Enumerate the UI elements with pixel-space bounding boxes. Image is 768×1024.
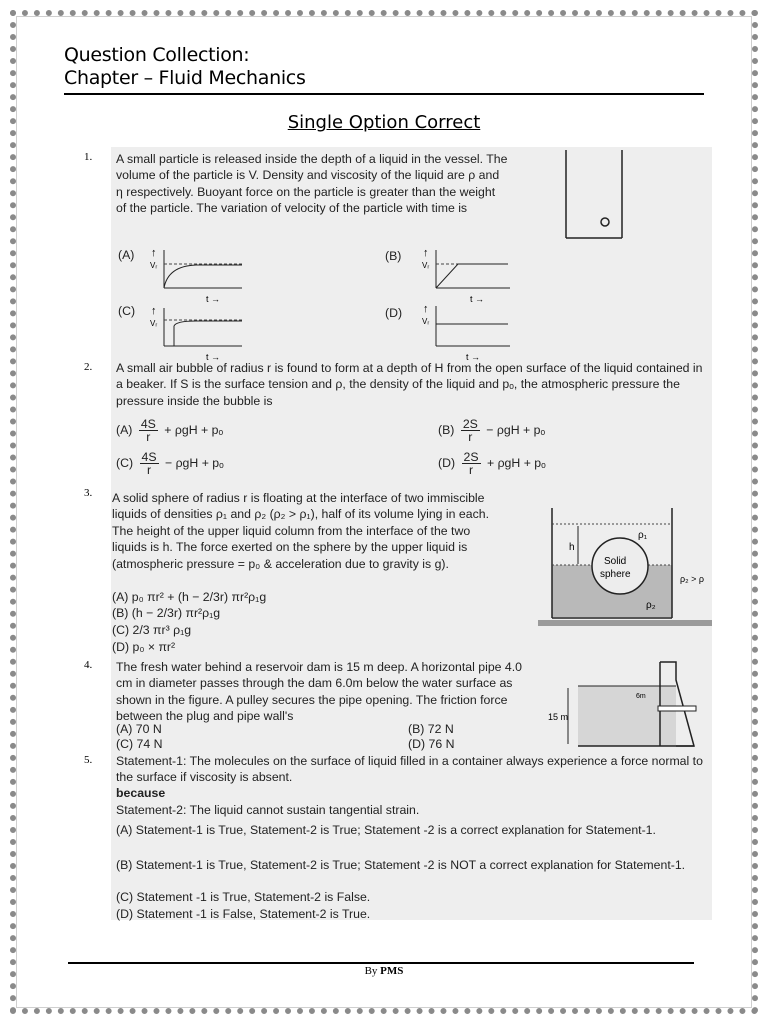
- q2-option-a-den: r: [146, 430, 151, 444]
- q1-a-arrow: ↑: [151, 247, 157, 259]
- q4-option-d: (D) 76 N: [408, 737, 455, 751]
- q1-vessel-figure: [564, 150, 624, 245]
- footer-author: PMS: [380, 965, 404, 977]
- q1-option-a-label: (A): [118, 248, 135, 262]
- footer: [0, 965, 768, 977]
- q1-option-c-label: (C): [118, 304, 136, 318]
- q5-option-c: (C) Statement -1 is True, Statement-2 is False.: [116, 890, 371, 904]
- q1-b-y-label: Vᵣ: [422, 261, 430, 270]
- q3-fig-side: ρ₂ > ρ: [680, 574, 704, 584]
- q1-option-a-graph: [146, 244, 250, 306]
- q1-a-x-label: t →: [206, 294, 221, 304]
- q3-fig-sphere-1: Solid: [604, 556, 627, 567]
- q1-d-x-label: t →: [466, 352, 481, 362]
- q2-option-a-rest: + ρgH + pₒ: [164, 422, 224, 437]
- q3-fig-rho2: ρ₂: [646, 600, 656, 611]
- question-1-number: 1.: [84, 151, 93, 163]
- q3-fig-h: h: [569, 542, 575, 553]
- q5-option-a: (A) Statement-1 is True, Statement-2 is True; Statement -2 is a correct explanation for Statement-1.: [116, 823, 656, 837]
- q5-option-b: (B) Statement-1 is True, Statement-2 is True; Statement -2 is NOT a correct explanation for Statement-1.: [116, 858, 686, 872]
- question-5-number: 5.: [84, 754, 93, 766]
- q2-option-d-num: 2S: [463, 450, 479, 464]
- q4-option-b: (B) 72 N: [408, 722, 454, 736]
- q2-option-c-label: (C): [116, 455, 134, 470]
- q1-d-y-label: Vᵣ: [422, 317, 430, 326]
- q1-a-y-label: Vᵣ: [150, 261, 158, 270]
- q2-option-b-den: r: [468, 430, 473, 444]
- q2-option-c-num: 4S: [141, 450, 157, 464]
- header-chapter: Chapter – Fluid Mechanics: [64, 67, 306, 89]
- q3-sphere-figure: [538, 508, 712, 626]
- q1-c-arrow: ↑: [151, 305, 157, 317]
- q1-option-d-graph: [418, 300, 522, 362]
- q2-option-d-fraction: [462, 451, 481, 476]
- q1-option-d-label: (D): [385, 306, 403, 320]
- q2-option-d-den: r: [468, 463, 474, 477]
- section-title: Single Option Correct: [287, 112, 481, 133]
- q4-option-a: (A) 70 N: [116, 722, 162, 736]
- q1-b-arrow: ↑: [423, 247, 429, 259]
- question-2-number: 2.: [84, 361, 93, 373]
- question-1-text: A small particle is released inside the depth of a liquid in the vessel. The volume of the particle is V. Density and viscosity of the liquid are ρ and η respectively. Buoyant force on the particle is greater than the weight of the particle. The variation of velocity of the particle with time is: [116, 152, 508, 216]
- footer-rule: [68, 962, 694, 964]
- q2-option-b: [438, 418, 545, 443]
- q2-option-a-label: (A): [116, 422, 133, 437]
- q4-option-c: (C) 74 N: [116, 737, 163, 751]
- q2-option-c-den: r: [146, 463, 152, 477]
- q3-option-c: (C) 2/3 πr³ ρ₁g: [112, 623, 192, 637]
- q3-option-b: (B) (h − 2/3r) πr²ρ₁g: [112, 606, 221, 620]
- q5-option-d: (D) Statement -1 is False, Statement-2 is True.: [116, 907, 371, 921]
- q2-option-c-rest: − ρgH + pₒ: [164, 455, 224, 470]
- footer-by: By: [364, 965, 378, 977]
- q3-option-d: (D) p₀ × πr²: [112, 640, 176, 654]
- q1-c-y-label: Vᵣ: [150, 319, 158, 328]
- q2-option-d-label: (D): [438, 455, 456, 470]
- q1-b-x-label: t →: [470, 294, 485, 304]
- q2-option-b-label: (B): [438, 422, 455, 437]
- q2-option-d: [438, 451, 546, 476]
- question-2-text: A small air bubble of radius r is found to form at a depth of H from the open surface of the liquid contained in a beaker. If S is the surface tension and ρ, the density of the liquid and pₒ, the atmospheric pressure the pressure inside the bubble is: [116, 361, 703, 408]
- q4-fig-pipe: 6m: [636, 693, 646, 700]
- q1-option-b-graph: [418, 244, 522, 306]
- q2-option-a-num: 4S: [140, 417, 156, 431]
- q4-fig-depth: 15 m: [548, 712, 569, 722]
- q2-option-b-rest: − ρgH + pₒ: [486, 422, 546, 437]
- q1-option-b-label: (B): [385, 249, 402, 263]
- q1-option-c-graph: [146, 302, 250, 364]
- q3-option-a: (A) p₀ πr² + (h − 2/3r) πr²ρ₁g: [112, 590, 267, 604]
- q2-option-c: [116, 451, 224, 476]
- q2-option-a-fraction: [139, 418, 158, 443]
- q3-fig-sphere-2: sphere: [600, 569, 631, 580]
- question-4-number: 4.: [84, 659, 93, 671]
- question-3-text: A solid sphere of radius r is floating at the interface of two immiscible liquids of densities ρ₁ and ρ₂ (ρ₂ > ρ₁), half of its volume lying in each. The height of the upper liquid column from the interface of the two liquids is h. The force exerted on the sphere by the upper liquid is (atmospheric pressure = p₀ & acceleration due to gravity is g).: [112, 491, 489, 571]
- header-title: Question Collection:: [64, 44, 250, 66]
- header-rule: [64, 93, 704, 95]
- question-4-text: The fresh water behind a reservoir dam is 15 m deep. A horizontal pipe 4.0 cm in diameter passes through the dam 6.0m below the water surface as shown in the figure. A pulley secures the pipe opening. The friction force between the plug and pipe wall's: [116, 660, 523, 724]
- q4-dam-figure: [544, 660, 700, 750]
- q1-d-arrow: ↑: [423, 303, 429, 315]
- q5-statement-2: Statement-2: The liquid cannot sustain tangential strain.: [116, 803, 420, 817]
- q2-option-a: [116, 418, 223, 443]
- q5-because: because: [116, 786, 166, 800]
- q2-option-d-rest: + ρgH + pₒ: [486, 455, 546, 470]
- q3-fig-rho1: ρ₁: [638, 530, 648, 541]
- q1-c-x-label: t →: [206, 352, 221, 362]
- q5-statement-1: Statement-1: The molecules on the surface of liquid filled in a container always experience a force normal to the surface if viscosity is absent.: [116, 754, 703, 785]
- q2-option-b-num: 2S: [462, 417, 478, 431]
- q2-option-b-fraction: [461, 418, 480, 443]
- q2-option-c-fraction: [140, 451, 159, 476]
- question-3-number: 3.: [84, 487, 93, 499]
